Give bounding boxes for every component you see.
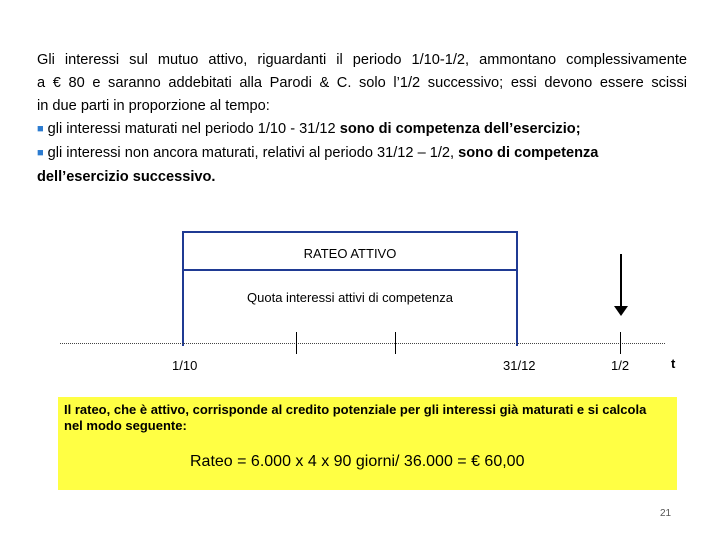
time-axis <box>60 343 665 344</box>
bullet-item-2 <box>37 142 687 166</box>
rateo-title: RATEO ATTIVO <box>303 246 397 261</box>
label-end-date: 1/2 <box>611 358 630 373</box>
square-bullet-icon: ■ <box>37 147 44 159</box>
rateo-box-divider <box>182 269 518 271</box>
bullet-1-text: gli interessi maturati nel periodo 1/10 - 31/12 <box>47 121 340 137</box>
axis-tick-end <box>620 332 621 354</box>
bullet-1-bold: sono di competenza dell’esercizio; <box>339 121 581 137</box>
axis-tick <box>395 332 396 354</box>
calculation-note-box <box>58 397 677 490</box>
label-mid-date: 31/12 <box>503 358 536 373</box>
axis-tick <box>296 332 297 354</box>
down-arrow-icon <box>620 254 622 308</box>
bullet-2-continuation: dell’esercizio successivo. <box>37 169 216 185</box>
label-start-date: 1/10 <box>172 358 198 373</box>
intro-line-3: in due parti in proporzione al tempo: <box>37 98 270 114</box>
formula-text: Rateo = 6.000 x 4 x 90 giorni/ 36.000 = € 60,00 <box>190 453 525 470</box>
bullet-2-bold: sono di competenza <box>458 145 599 161</box>
intro-text <box>37 49 687 189</box>
square-bullet-icon: ■ <box>37 123 44 135</box>
quota-label: Quota interessi attivi di competenza <box>247 290 453 305</box>
note-text: Il rateo, che è attivo, corrisponde al credito potenziale per gli interessi già maturati e si calcola nel modo seguente: <box>64 402 647 433</box>
down-arrow-head <box>614 306 628 316</box>
intro-line-2: a € 80 e saranno addebitati alla Parodi & C. solo l’1/2 successivo; essi devono essere scissi <box>37 75 687 91</box>
intro-line-1: Gli interessi sul mutuo attivo, riguardanti il periodo 1/10-1/2, ammontano complessivamente <box>37 52 687 68</box>
bullet-2-text: gli interessi non ancora maturati, relativi al periodo 31/12 – 1/2, <box>47 145 459 161</box>
axis-t-label: t <box>671 356 676 371</box>
page-number: 21 <box>660 508 672 519</box>
bullet-item-1 <box>37 118 687 142</box>
